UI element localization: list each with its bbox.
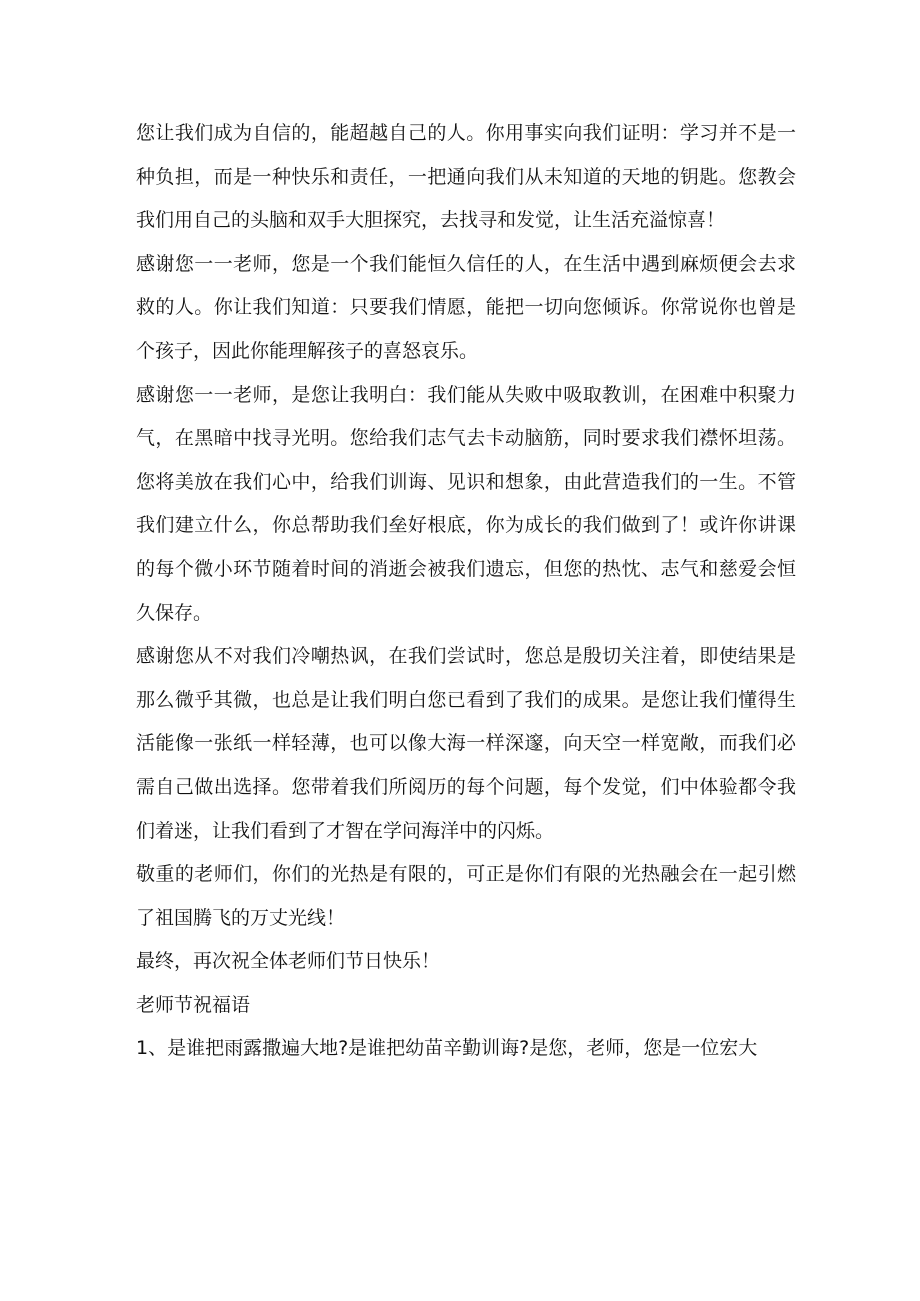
document-body [136,112,796,1071]
list-item: 1、是谁把雨露撒遍大地?是谁把幼苗辛勤训诲?是您，老师，您是一位宏大 [136,1037,758,1060]
paragraph-lessons: 感谢您一一老师，是您让我明白：我们能从失败中吸取教训，在困难中积聚力气，在黑暗中找寻光明。您给我们志气去卡动脑筋，同时要求我们襟怀坦荡。您将美放在我们心中，给我们训诲、见识和想象，由此营造我们的一生。不管我们建立什么，你总帮助我们垒好根底，你为成长的我们做到了！或许你讲课的每个微小环节随着时间的消逝会被我们遗忘，但您的热忱、志气和慈爱会恒久保存。 [136,383,796,624]
section-heading: 老师节祝福语 [136,993,251,1016]
paragraph-confidence: 您让我们成为自信的，能超越自己的人。你用事实向我们证明：学习并不是一种负担，而是一种快乐和责任，一把通向我们从未知道的天地的钥匙。您教会我们用自己的头脑和双手大胆探究，去找寻和发觉，让生活充溢惊喜！ [136,122,796,232]
paragraph-trust: 感谢您一一老师，您是一个我们能恒久信任的人，在生活中遇到麻烦便会去求救的人。你让我们知道：只要我们情愿，能把一切向您倾诉。你常说你也曾是个孩子，因此你能理解孩子的喜怒哀乐。 [136,252,796,362]
paragraph-closing: 最终，再次祝全体老师们节日快乐！ [136,950,441,973]
paragraph-respect: 敬重的老师们，你们的光热是有限的，可正是你们有限的光热融会在一起引燃了祖国腾飞的万丈光线！ [136,863,796,929]
paragraph-attention: 感谢您从不对我们冷嘲热讽，在我们尝试时，您总是殷切关注着，即使结果是那么微乎其微，也总是让我们明白您已看到了我们的成果。是您让我们懂得生活能像一张纸一样轻薄，也可以像大海一样深邃，向天空一样宽敞，而我们必需自己做出选择。您带着我们所阅历的每个问题，每个发觉，们中体验都令我们着迷，让我们看到了才智在学问海洋中的闪烁。 [136,645,796,842]
